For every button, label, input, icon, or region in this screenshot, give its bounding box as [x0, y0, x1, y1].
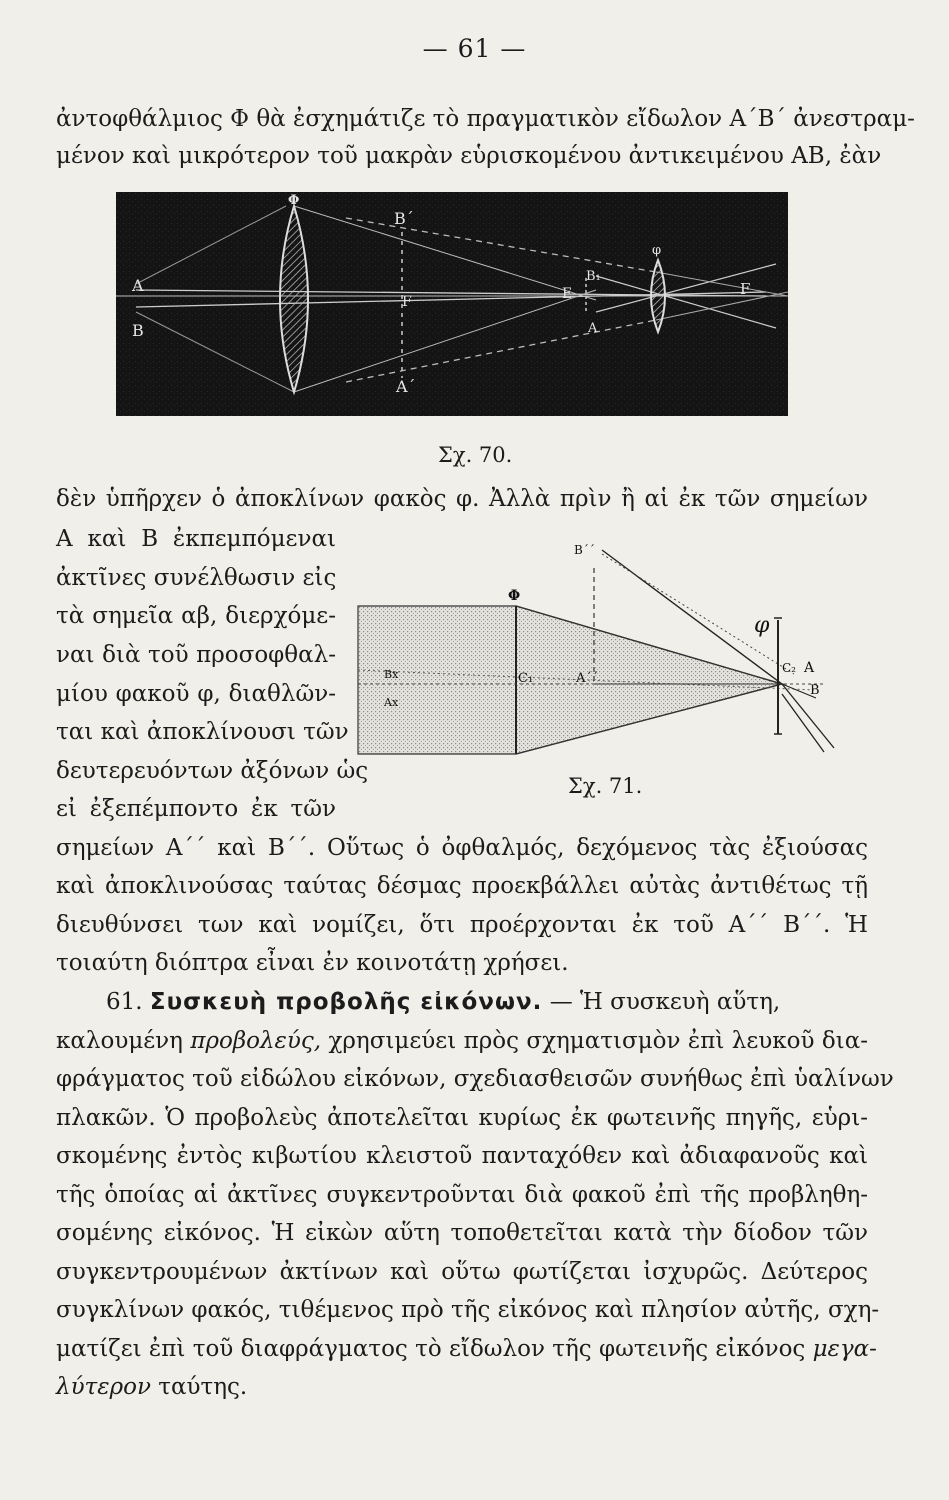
- text-line: τὰ σημεῖα αβ, διερχόμε-: [56, 603, 336, 629]
- text-line: δὲν ὑπῆρχεν ὁ ἀποκλίνων φακὸς φ. Ἀλλὰ πρὶν ἢ αἱ ἐκ τῶν σημείων: [56, 486, 868, 512]
- section-number: 61.: [106, 989, 143, 1015]
- fig70-label: F: [402, 294, 412, 310]
- section-heading-line: [106, 987, 868, 1017]
- figure-70-caption: Σχ. 70.: [438, 443, 513, 467]
- fig70-label: A΄: [396, 377, 416, 396]
- fig71-label: φ: [754, 613, 770, 638]
- text-line: σκομένης ἐντὸς κιβωτίου κλειστοῦ πανταχόθεν καὶ ἀδιαφανοῦς καὶ: [56, 1143, 868, 1169]
- fig71-label: Bx: [384, 668, 399, 681]
- fig70-label: F: [740, 280, 751, 298]
- text-line: διευθύνσει των καὶ νομίζει, ὅτι προέρχονται ἐκ τοῦ Α΄΄ Β΄΄. Ἡ: [56, 912, 868, 938]
- fig71-label: C₂: [782, 661, 796, 675]
- section-title: Συσκευὴ προβολῆς εἰκόνων.: [149, 989, 543, 1015]
- text-span: ταύτης.: [150, 1374, 248, 1400]
- text-line: Α καὶ Β ἐκπεμπόμεναι: [56, 526, 336, 552]
- text-line: σημείων Α΄΄ καὶ Β΄΄. Οὕτως ὁ ὀφθαλμός, δεχόμενος τὰς ἐξιούσας: [56, 835, 868, 861]
- text-span: ματίζει ἐπὶ τοῦ διαφράγματος τὸ εἴδωλον τῆς φωτεινῆς εἰκόνος: [56, 1336, 813, 1362]
- text-line: ἀντοφθάλμιος Φ θὰ ἐσχημάτιζε τὸ πραγματικὸν εἴδωλον Α΄Β΄ ἀνεστραμ-: [56, 106, 915, 132]
- fig71-label: B: [810, 683, 820, 698]
- italic-term: μεγα-: [812, 1336, 877, 1362]
- fig70-label: E: [562, 286, 573, 302]
- text-line: καὶ ἀποκλινούσας ταύτας δέσμας προεκβάλλει αὐτὰς ἀντιθέτως τῇ: [56, 873, 868, 899]
- fig70-label: B: [132, 321, 144, 340]
- text-line: [56, 1334, 877, 1364]
- text-line: πλακῶν. Ὁ προβολεὺς ἀποτελεῖται κυρίως ἐκ φωτεινῆς πηγῆς, εὑρι-: [56, 1105, 868, 1131]
- fig71-label: Ax: [384, 696, 399, 709]
- fig70-label: A: [132, 276, 144, 295]
- text-line: [56, 1026, 868, 1056]
- text-span: καλουμένη: [56, 1028, 191, 1054]
- text-span: χρησιμεύει πρὸς σχηματισμὸν ἐπὶ λευκοῦ δια-: [321, 1028, 868, 1054]
- text-line: ται καὶ ἀποκλίνουσι τῶν: [56, 719, 349, 745]
- text-line: ναι διὰ τοῦ προσοφθαλ-: [56, 642, 336, 668]
- fig70-label: Φ: [288, 193, 300, 208]
- italic-term: προβολεύς,: [190, 1028, 322, 1054]
- text-line: ἀκτῖνες συνέλθωσιν εἰς: [56, 565, 337, 591]
- fig71-label: C₁: [518, 671, 534, 686]
- text-line: σομένης εἰκόνος. Ἡ εἰκὼν αὕτη τοποθετεῖται κατὰ τὴν δίοδον τῶν: [56, 1220, 868, 1246]
- text-line: δευτερευόντων ἀξόνων ὡς: [56, 758, 369, 784]
- fig71-label: A΄΄: [576, 671, 599, 686]
- text-line: τῆς ὁποίας αἱ ἀκτῖνες συγκεντροῦνται διὰ φακοῦ ἐπὶ τῆς προβληθη-: [56, 1182, 868, 1208]
- page-number: — 61 —: [422, 34, 527, 63]
- fig71-label: B΄΄: [574, 543, 595, 557]
- text-line: μίου φακοῦ φ, διαθλῶν-: [56, 681, 336, 707]
- text-line: συγκεντρουμένων ἀκτίνων καὶ οὕτω φωτίζεται ἰσχυρῶς. Δεύτερος: [56, 1259, 868, 1285]
- fig71-label: A: [804, 660, 815, 676]
- text-line: μένον καὶ μικρότερον τοῦ μακρὰν εὑρισκομένου ἀντικειμένου ΑΒ, ἐὰν: [56, 143, 882, 169]
- italic-term: λύτερον: [56, 1374, 151, 1400]
- fig70-label: B₁: [586, 269, 601, 284]
- fig70-label: A: [588, 321, 598, 336]
- text-line: φράγματος τοῦ εἰδώλου εἰκόνων, σχεδιασθεισῶν συνήθως ἐπὶ ὑαλίνων: [56, 1066, 894, 1092]
- fig71-label: Φ: [508, 588, 521, 604]
- text-line: συγκλίνων φακός, τιθέμενος πρὸ τῆς εἰκόνος καὶ πλησίον αὐτῆς, σχη-: [56, 1297, 880, 1323]
- text-line: [56, 1372, 868, 1402]
- figure-71-caption: Σχ. 71.: [568, 774, 643, 798]
- fig70-label: φ: [652, 243, 662, 258]
- figure-71-diagram: [354, 538, 848, 770]
- fig70-label: B΄: [394, 209, 414, 228]
- figure-70-diagram: [116, 192, 788, 416]
- text-line: εἰ ἐξεπέμποντο ἐκ τῶν: [56, 796, 336, 822]
- section-intro: — Ἡ συσκευὴ αὕτη,: [549, 989, 781, 1015]
- text-line: τοιαύτη διόπτρα εἶναι ἐν κοινοτάτῃ χρήσει.: [56, 950, 569, 976]
